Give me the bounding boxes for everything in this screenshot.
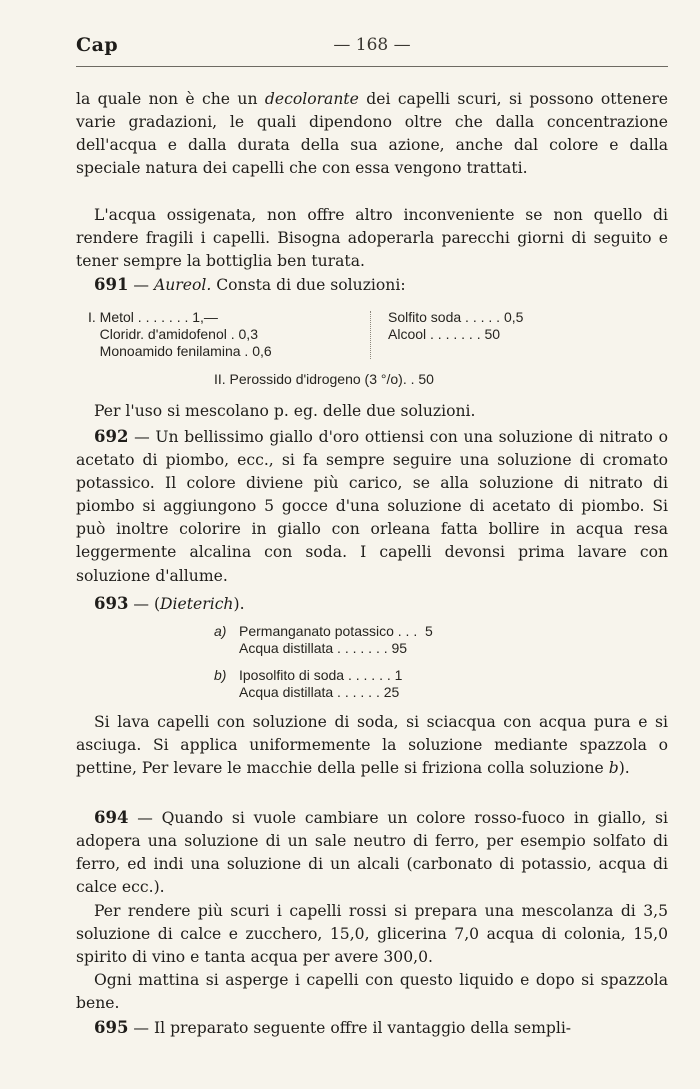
recipe-line: Cloridr. d'amidofenol . 0,3	[88, 326, 258, 342]
italic-ref: b	[608, 759, 619, 778]
recipe-691-left-list	[88, 309, 272, 360]
recipe-author: Dieterich	[160, 595, 234, 613]
recipe-line: Alcool . . . . . . . 50	[388, 326, 501, 342]
column-divider	[370, 311, 372, 359]
recipe-line: Iposolfito di soda . . . . . . 1	[239, 667, 403, 683]
text-span: — Quando si vuole cambiare un colore rosso-fuoco in giallo, si adopera una soluzione di un sale neutro di ferro, per esempio solfato di ferro, ed indi una soluzione di un alcali (carbonato di potassio, acqua di calce ecc.).	[76, 809, 668, 897]
recipe-693-a-list	[239, 623, 433, 657]
recipe-title: Aureol.	[153, 276, 212, 294]
page-number: — 168 —	[333, 35, 411, 55]
header-rule	[76, 66, 668, 67]
section-number: 693	[94, 594, 129, 613]
text-span: la quale non è che un	[76, 90, 265, 108]
recipe-line: Solfito soda . . . . . 0,5	[388, 309, 524, 325]
recipe-691-right-list	[388, 309, 523, 343]
section-number: 694	[94, 808, 129, 827]
recipe-line: Acqua distillata . . . . . . 25	[239, 684, 400, 700]
running-header	[76, 34, 668, 60]
section-695	[76, 1016, 668, 1040]
item-label: a)	[214, 623, 227, 639]
section-number: 695	[94, 1018, 129, 1037]
recipe-693-b-label	[214, 667, 226, 684]
text-span: —	[128, 276, 154, 294]
text-span: — Un bellissimo giallo d'oro ottiensi con una soluzione di nitrato o acetato di piombo, ecc., si fa sempre seguire una soluzione di cromato potassico. Il colore diviene più carico, se alla soluzione di nitrato di piombo si aggiungono 5 gocce d'una soluzione di acetato di piombo. Si può inoltre colorire in giallo con orleana fatta bollire in acqua resa leggermente alcalina con soda. I capelli devonsi prima lavare con soluzione d'allume.	[76, 428, 668, 585]
section-691-heading	[76, 273, 668, 297]
text-span: — (	[128, 595, 161, 613]
item-label: b)	[214, 667, 227, 683]
text-span: ).	[233, 595, 245, 613]
recipe-693-b-list	[239, 667, 402, 701]
text-span: Si lava capelli con soluzione di soda, si sciacqua con acqua pura e si asciuga. Si applica uniformemente la soluzione mediante spazzola o pettine, Per levare le macchie della pelle si friziona colla soluzione	[76, 713, 668, 778]
section-693-heading	[76, 592, 668, 616]
text-span: ).	[618, 759, 630, 778]
paragraph-red-hair: Per rendere più scuri i capelli rossi si prepara una mescolanza di 3,5 soluzione di calce e zucchero, 15,0, glicerina 7,0 acqua di colonia, 15,0 spirito di vino e tanta acqua per avere 300,0.	[76, 902, 668, 967]
section-692	[76, 425, 668, 588]
text-span: dei capelli scuri, si possono ottenere varie gradazioni, le quali dipendono oltre che dalla concentrazione dell'acqua e dalla durata della sua azione, anche dal colore e dalla speciale natura dei capelli che con essa vengono trattati.	[76, 90, 668, 178]
paragraph-hydrogen-peroxide: L'acqua ossigenata, non offre altro inconveniente se non quello di rendere fragili i capelli. Bisogna adoperarla parecchi giorni di seguito e tener sempre la bottiglia ben turata.	[76, 206, 668, 271]
recipe-691-solution-ii: II. Perossido d'idrogeno (3 °/o). . 50	[214, 371, 434, 387]
recipe-line: Acqua distillata . . . . . . . 95	[239, 640, 408, 656]
paragraph-continued	[76, 88, 668, 180]
paragraph-daily-use: Ogni mattina si asperge i capelli con questo liquido e dopo si spazzola bene.	[76, 971, 668, 1013]
section-694	[76, 806, 668, 899]
paragraph-application	[76, 711, 668, 780]
recipe-693-a-label	[214, 623, 226, 640]
section-number: 691	[94, 275, 129, 294]
italic-term: decolorante	[264, 90, 359, 108]
recipe-line: I. Metol . . . . . . . 1,—	[88, 309, 218, 325]
recipe-line: Permanganato potassico . . . 5	[239, 623, 433, 639]
paragraph-usage: Per l'uso si mescolano p. eg. delle due soluzioni.	[94, 402, 476, 420]
text-span: Consta di due soluzioni:	[211, 276, 406, 294]
recipe-line: Monoamido fenilamina . 0,6	[88, 343, 272, 359]
section-number: 692	[94, 427, 129, 446]
text-span: — Il preparato seguente offre il vantaggio della sempli-	[128, 1019, 572, 1037]
header-chapter: Cap	[76, 34, 119, 56]
